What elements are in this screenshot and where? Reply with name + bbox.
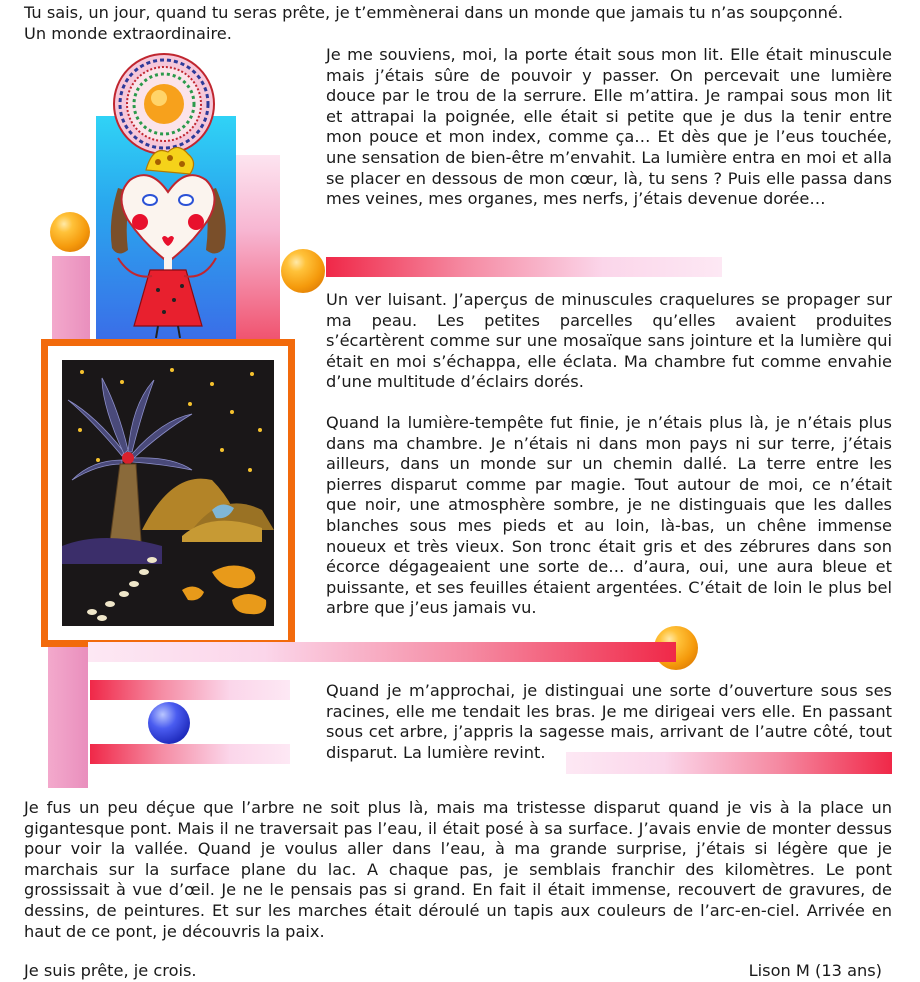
intro-line-2: Un monde extraordinaire. xyxy=(24,24,232,43)
gradient-bar xyxy=(326,257,722,277)
gradient-bar xyxy=(90,680,290,700)
collage-frame xyxy=(41,339,295,647)
girl-drawing xyxy=(98,140,238,340)
orange-sphere-icon xyxy=(50,212,90,252)
gradient-bar xyxy=(90,744,290,764)
author-signature: Lison M (13 ans) xyxy=(748,961,882,980)
story-paragraph-5: Je fus un peu déçue que l’arbre ne soit plus là, mais ma tristesse disparut quand je vis à la place un gigantesque pont. Mais il ne traversait pas l’eau, il était posé à sa surface. J’avais envie de monter dessus pour voir la vallée. Quand je voulus aller dans l’eau, à ma grande surprise, j’étais si légère que je marchais sur la surface plane du lac. A chaque pas, je semblais franchir des kilomètres. Le pont grossissait à vue d’œil. Je ne le pensais pas si grand. En fait il était immense, recouvert de gravures, de dessins, de peintures. Et sur les marches était déroulé un tapis aux couleurs de l’arc-en-ciel. Arrivée en haut de ce pont, je découvris la paix. xyxy=(24,798,892,941)
closing-line: Je suis prête, je crois. xyxy=(24,961,197,980)
pink-vertical-bar xyxy=(236,155,280,343)
story-paragraph-4: Quand je m’approchai, je distinguai une sorte d’ouverture sous ses racines, elle me tendait les bras. Je me dirigeai vers elle. En passant sous cet arbre, j’appris la sagesse mais, arrivant de l’autre côté, tout disparut. La lumière revint. xyxy=(326,681,892,762)
story-paragraph-2: Un ver luisant. J’aperçus de minuscules craquelures se propager sur ma peau. Les petites parcelles qu’elles avaient produites s’écartèrent comme sur une mosaïque sans jointure et la lumière qui était en moi s’échappa, elle éclata. Ma chambre fut comme envahie d’une multitude d’éclairs dorés. xyxy=(326,290,892,392)
gradient-bar xyxy=(88,642,676,662)
night-tree-collage xyxy=(62,360,274,626)
story-paragraph-1: Je me souviens, moi, la porte était sous mon lit. Elle était minuscule mais j’étais sûre de pouvoir y passer. On percevait une lumière douce par le trou de la serrure. Elle m’attira. Je rampai sous mon lit et attrapai la poignée, elle était si petite que je dus la tenir entre mon pouce et mon index, comme ça… Et dès que je l’eus touchée, une sensation de bien-être m’envahit. La lumière entra en moi et alla se placer en dessous de mon cœur, là, tu sens ? Puis elle passa dans mes veines, mes organes, mes nerfs, j’étais devenue dorée… xyxy=(326,45,892,209)
intro-line-1: Tu sais, un jour, quand tu seras prête, je t’emmènerai dans un monde que jamais tu n’as soupçonné. xyxy=(24,3,844,22)
blue-sphere-icon xyxy=(148,702,190,744)
orange-sphere-icon xyxy=(281,249,325,293)
pink-vertical-bar xyxy=(48,642,88,788)
pink-vertical-bar xyxy=(52,256,90,346)
story-paragraph-3: Quand la lumière-tempête fut finie, je n’étais plus là, je n’étais plus dans ma chambre. Je n’étais ni dans mon pays ni sur terre, j’étais ailleurs, dans un monde sur un chemin dallé. La terre entre les pierres disparut comme par magie. Tout autour de moi, ce n’était que noir, une atmosphère sombre, je ne distinguais que les dalles blanches sous mes pieds et au loin, là-bas, un chêne immense noueux et très vieux. Son tronc était gris et des zébrures dans son écorce dégageaient une sorte de… d’aura, oui, une aura bleue et puissante, et ses feuilles étaient argentées. C’était de loin le plus bel arbre que j’eus jamais vu. xyxy=(326,413,892,618)
